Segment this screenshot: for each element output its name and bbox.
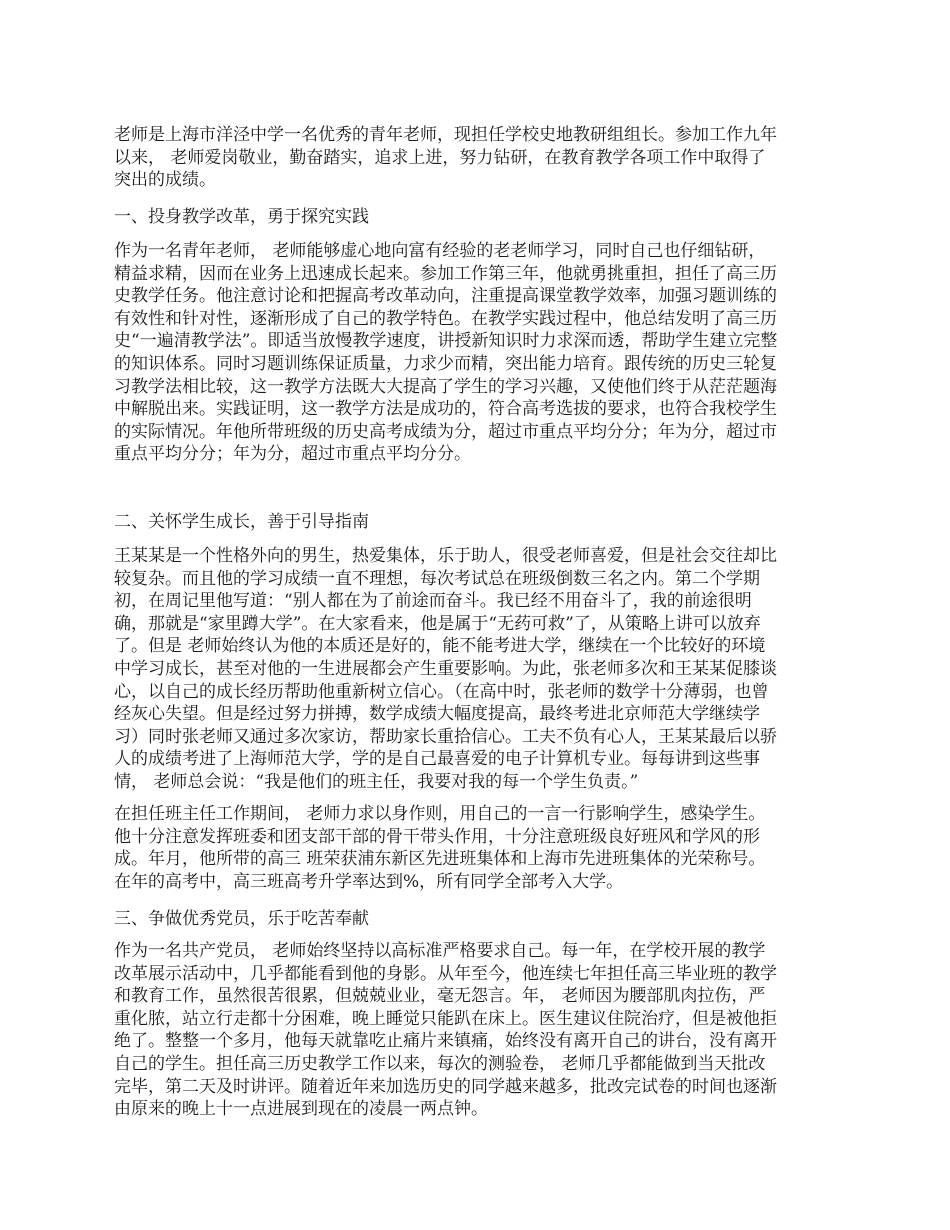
text-line: 完毕，第二天及时讲评。随着近年来加选历史的同学越来越多，批改完试卷的时间也逐渐	[114, 1076, 777, 1097]
text-line: 自己的学生。担任高三历史教学工作以来，每次的测验卷， 老师几乎都能做到当天批改	[114, 1053, 766, 1074]
text-line: 中解脱出来。实践证明，这一教学方法是成功的，符合高考选拔的要求，也符合我校学生	[114, 399, 777, 420]
text-line: 了。但是 老师始终认为他的本质还是好的，能不能考进大学，继续在一个比较好的环境	[114, 636, 766, 657]
text-line: 由原来的晚上十一点进展到现在的凌晨一两点钟。	[114, 1099, 488, 1120]
text-line: 较复杂。而且他的学习成绩一直不理想，每次考试总在班级倒数三名之内。第二个学期	[114, 568, 760, 589]
text-line: 史“一遍清教学法”。即适当放慢教学速度，讲授新知识时力求深而透，帮助学生建立完整	[114, 331, 778, 352]
text-line: 老师是上海市洋泾中学一名优秀的青年老师，现担任学校史地教研组组长。参加工作九年	[114, 125, 777, 145]
text-line: 重化脓，站立行走都十分困难，晚上睡觉只能趴在床上。医生建议住院治疗，但是被他拒	[114, 1008, 777, 1029]
text-line: 初，在周记里他写道：“别人都在为了前途而奋斗。我已经不用奋斗了，我的前途很明	[114, 591, 752, 612]
section-3-paragraph	[114, 940, 844, 1121]
text-line: 以来， 老师爱岗敬业，勤奋踏实，追求上进，努力钻研，在教育教学各项工作中取得了	[114, 147, 766, 168]
text-line: 作为一名青年老师， 老师能够虚心地向富有经验的老老师学习，同时自己也仔细钻研，	[114, 241, 766, 261]
text-line: 情， 老师总会说：“我是他们的班主任，我要对我的每一个学生负责。”	[114, 771, 639, 792]
text-line: 精益求精，因而在业务上迅速成长起来。参加工作第三年，他就勇挑重担，担任了高三历	[114, 263, 777, 284]
text-line: 中学习成长，甚至对他的一生进展都会产生重要影响。为此，张老师多次和王某某促膝谈	[114, 658, 777, 679]
text-line: 在年的高考中，高三班高考升学率达到%，所有同学全部考入大学。	[114, 871, 624, 892]
text-line: 的实际情况。年他所带班级的历史高考成绩为分，超过市重点平均分分；年为分，超过市	[114, 421, 777, 442]
intro-paragraph	[114, 124, 844, 192]
text-line: 的知识体系。同时习题训练保证质量，力求少而精，突出能力培育。跟传统的历史三轮复	[114, 353, 777, 374]
text-line: 人的成绩考进了上海师范大学，学的是自己最喜爱的电子计算机专业。每每讲到这些事	[114, 749, 760, 770]
text-line: 王某某是一个性格外向的男生，热爱集体，乐于助人，很受老师喜爱，但是社会交往却比	[114, 546, 777, 566]
heading-text: 三、争做优秀党员，乐于吃苦奉献	[114, 909, 369, 929]
section-3-heading	[114, 908, 844, 931]
text-line: 史教学任务。他注意讨论和把握高考改革动向，注重提高课堂教学效率，加强习题训练的	[114, 286, 777, 307]
heading-text: 二、关怀学生成长，善于引导指南	[114, 512, 369, 532]
section-2-paragraph-2	[114, 803, 844, 893]
section-1-heading	[114, 206, 844, 229]
text-line: 改革展示活动中，几乎都能看到他的身影。从年至今，他连续七年担任高三毕业班的教学	[114, 963, 777, 984]
text-line: 突出的成绩。	[114, 170, 216, 191]
section-2-paragraph-1	[114, 545, 844, 794]
text-line: 重点平均分分；年为分，超过市重点平均分分。	[114, 444, 471, 465]
text-line: 成。年月，他所带的高三 班荣获浦东新区先进班集体和上海市先进班集体的光荣称号。	[114, 849, 766, 870]
text-line: 经灰心失望。但是经过努力拼搏，数学成绩大幅度提高，最终考进北京师范大学继续学	[114, 704, 760, 725]
text-line: 在担任班主任工作期间， 老师力求以身作则，用自己的一言一行影响学生，感染学生。	[114, 804, 766, 824]
text-line: 绝了。整整一个多月，他每天就靠吃止痛片来镇痛，始终没有离开自己的讲台，没有离开	[114, 1031, 777, 1052]
text-line: 习教学法相比较，这一教学方法既大大提高了学生的学习兴趣，又使他们终于从茫茫题海	[114, 376, 777, 397]
text-line: 习）同时张老师又通过多次家访，帮助家长重拾信心。工夫不负有心人，王某某最后以骄	[114, 726, 777, 747]
section-2-heading	[114, 511, 844, 534]
text-line: 和教育工作，虽然很苦很累，但兢兢业业，毫无怨言。年， 老师因为腰部肌肉拉伤，严	[114, 986, 766, 1007]
text-line: 他十分注意发挥班委和团支部干部的骨干带头作用，十分注意班级良好班风和学风的形	[114, 826, 760, 847]
text-line: 有效性和针对性，逐渐形成了自己的教学特色。在教学实践过程中，他总结发明了高三历	[114, 308, 777, 329]
section-1-paragraph	[114, 240, 844, 466]
text-line: 确，那就是“家里蹲大学”。在大家看来，他是属于“无药可救”了，从策略上讲可以放弃	[114, 613, 761, 634]
text-line: 作为一名共产党员， 老师始终坚持以高标准严格要求自己。每一年，在学校开展的教学	[114, 941, 766, 961]
text-line: 心，以自己的成长经历帮助他重新树立信心。（在高中时，张老师的数学十分薄弱，也曾	[114, 681, 769, 702]
heading-text: 一、投身教学改革，勇于探究实践	[114, 207, 369, 227]
